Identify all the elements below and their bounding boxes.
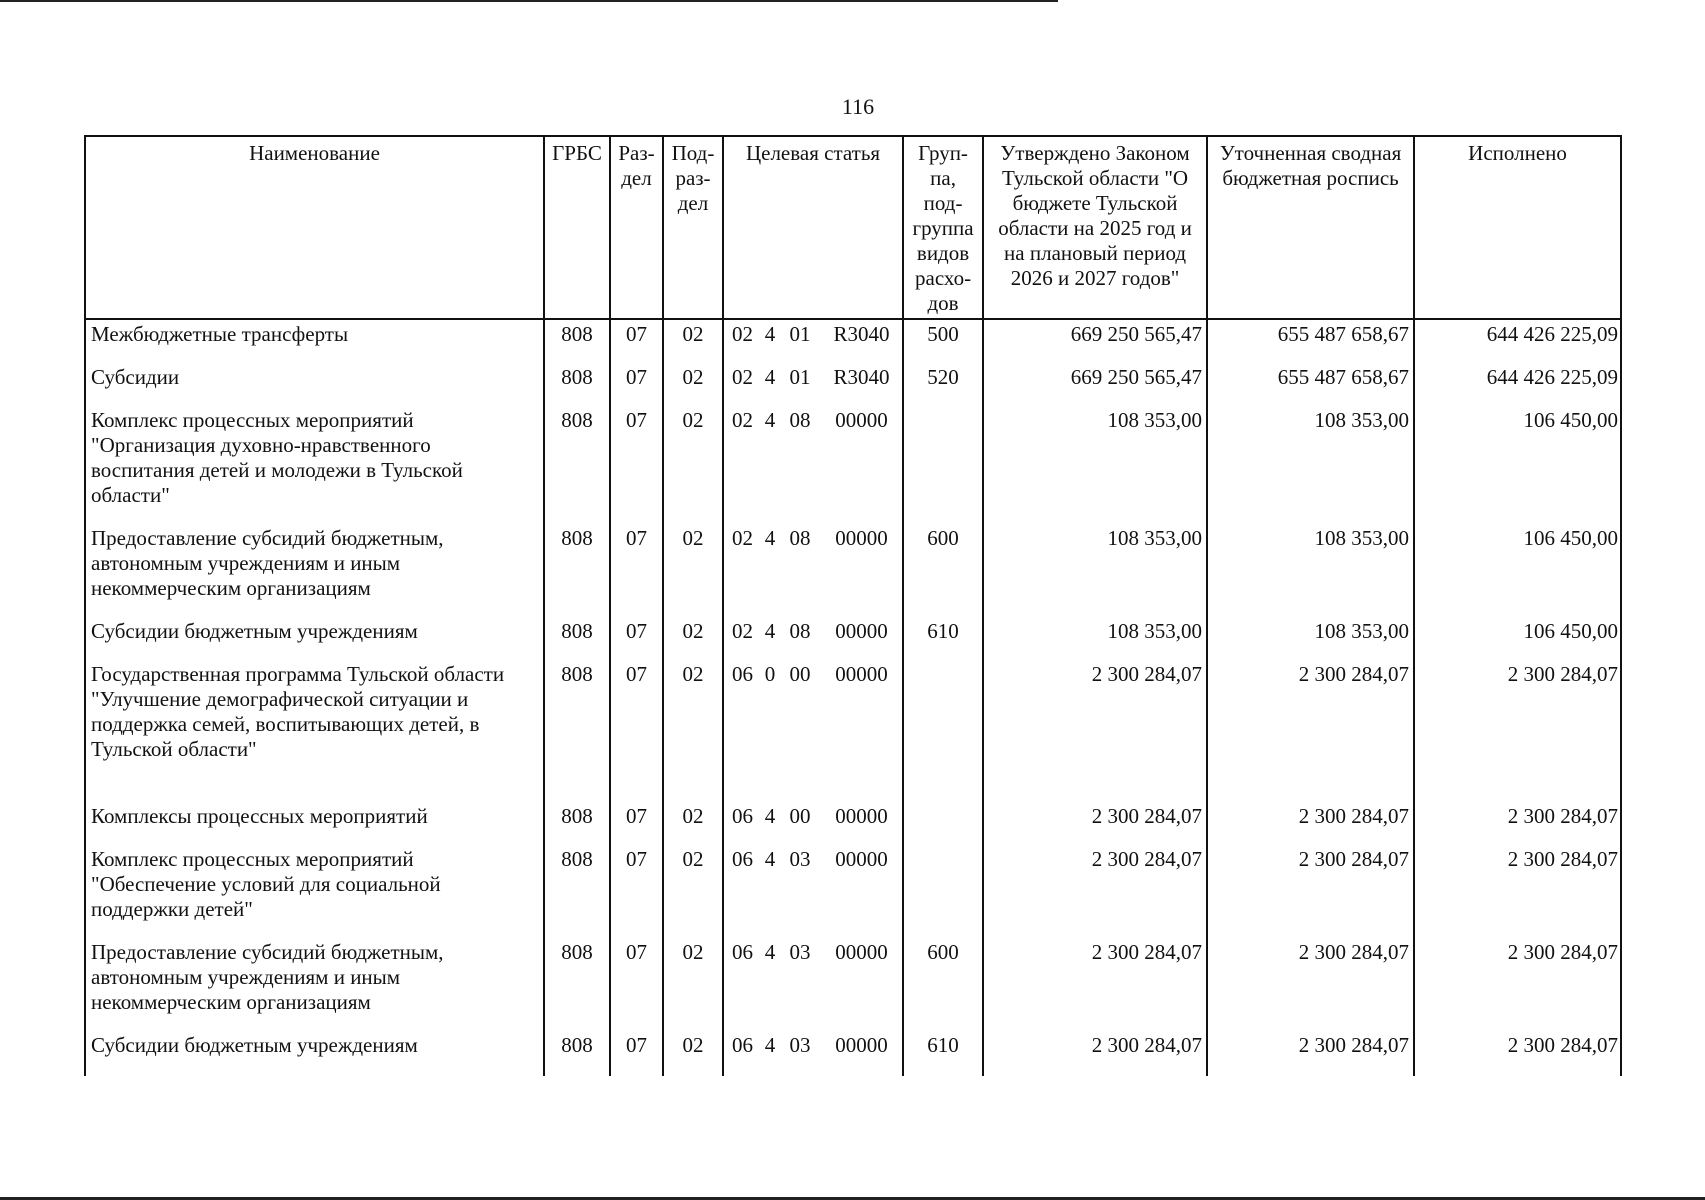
header-name: Наименование: [85, 136, 544, 319]
cell-target-structure: 03: [789, 1033, 811, 1057]
cell-target-structure: 08: [789, 526, 811, 550]
cell-approved: 669 250 565,47: [983, 363, 1207, 406]
cell-target-program: 02: [732, 322, 753, 346]
cell-approved: 108 353,00: [983, 406, 1207, 524]
cell-approved: 2 300 284,07: [983, 802, 1207, 845]
cell-refined: 108 353,00: [1207, 406, 1414, 524]
cell-razdel: 07: [610, 363, 663, 406]
cell-razdel: 07: [610, 406, 663, 524]
cell-name: Предоставление субсидий бюджетным, автономным учреждениям и иным некоммерческим организациям: [85, 524, 544, 617]
table-row: [85, 319, 1621, 363]
cell-refined: 108 353,00: [1207, 617, 1414, 660]
cell-refined: 2 300 284,07: [1207, 938, 1414, 1031]
cell-target-direction: 00000: [821, 617, 903, 660]
cell-grbs: 808: [544, 406, 610, 524]
cell-target-program: 02: [732, 619, 753, 643]
cell-target-type: 4: [764, 804, 776, 828]
cell-podrazdel: 02: [663, 406, 723, 524]
cell-target-type: 4: [764, 365, 776, 389]
cell-expense-group: 610: [903, 1031, 983, 1076]
page-number: 116: [841, 94, 875, 119]
cell-target-structure: 00: [789, 804, 811, 828]
cell-razdel: 07: [610, 617, 663, 660]
cell-executed: 106 450,00: [1414, 617, 1621, 660]
cell-executed: 106 450,00: [1414, 524, 1621, 617]
cell-target-type: 4: [764, 408, 776, 432]
cell-refined: 2 300 284,07: [1207, 845, 1414, 938]
cell-podrazdel: 02: [663, 845, 723, 938]
cell-executed: 2 300 284,07: [1414, 660, 1621, 802]
cell-approved: 669 250 565,47: [983, 319, 1207, 363]
cell-target-program: 06: [732, 804, 753, 828]
budget-table: [84, 135, 1622, 1076]
cell-executed: 2 300 284,07: [1414, 802, 1621, 845]
cell-target-direction: 00000: [821, 845, 903, 938]
cell-target-type: 4: [764, 940, 776, 964]
cell-grbs: 808: [544, 938, 610, 1031]
cell-target-direction: 00000: [821, 406, 903, 524]
cell-podrazdel: 02: [663, 617, 723, 660]
header-razdel: Раз- дел: [610, 136, 663, 319]
cell-podrazdel: 02: [663, 802, 723, 845]
cell-podrazdel: 02: [663, 660, 723, 802]
cell-approved: 108 353,00: [983, 524, 1207, 617]
cell-target-direction: 00000: [821, 660, 903, 802]
cell-expense-group: 500: [903, 319, 983, 363]
cell-refined: 655 487 658,67: [1207, 319, 1414, 363]
cell-refined: 2 300 284,07: [1207, 1031, 1414, 1076]
cell-target-structure: 03: [789, 940, 811, 964]
cell-grbs: 808: [544, 845, 610, 938]
cell-name: Предоставление субсидий бюджетным, автономным учреждениям и иным некоммерческим организациям: [85, 938, 544, 1031]
cell-target-program: 02: [732, 408, 753, 432]
cell-grbs: 808: [544, 1031, 610, 1076]
cell-name: Субсидии: [85, 363, 544, 406]
cell-podrazdel: 02: [663, 319, 723, 363]
table-row: [85, 1031, 1621, 1076]
cell-podrazdel: 02: [663, 363, 723, 406]
table-body: [85, 319, 1621, 1076]
cell-approved: 2 300 284,07: [983, 938, 1207, 1031]
cell-approved: 2 300 284,07: [983, 660, 1207, 802]
cell-target-structure: 08: [789, 408, 811, 432]
header-grbs: ГРБС: [544, 136, 610, 319]
cell-grbs: 808: [544, 802, 610, 845]
table-row: [85, 660, 1621, 802]
cell-target-program: 06: [732, 847, 753, 871]
cell-razdel: 07: [610, 319, 663, 363]
cell-refined: 108 353,00: [1207, 524, 1414, 617]
cell-grbs: 808: [544, 617, 610, 660]
cell-executed: 644 426 225,09: [1414, 319, 1621, 363]
cell-approved: 2 300 284,07: [983, 845, 1207, 938]
cell-podrazdel: 02: [663, 938, 723, 1031]
header-refined: Уточненная сводная бюджетная роспись: [1207, 136, 1414, 319]
cell-target-direction: R3040: [821, 363, 903, 406]
table-row: [85, 406, 1621, 524]
cell-target-direction: 00000: [821, 1031, 903, 1076]
cell-grbs: 808: [544, 319, 610, 363]
cell-expense-group: [903, 660, 983, 802]
cell-executed: 644 426 225,09: [1414, 363, 1621, 406]
cell-target-direction: 00000: [821, 938, 903, 1031]
cell-target-type: 4: [764, 619, 776, 643]
cell-target-structure: 00: [789, 662, 811, 686]
header-target-article: Целевая статья: [723, 136, 903, 319]
cell-razdel: 07: [610, 938, 663, 1031]
cell-expense-group: [903, 406, 983, 524]
table-row: [85, 802, 1621, 845]
cell-podrazdel: 02: [663, 1031, 723, 1076]
cell-target-type: 4: [764, 526, 776, 550]
cell-grbs: 808: [544, 660, 610, 802]
cell-executed: 106 450,00: [1414, 406, 1621, 524]
header-expense-group: Груп- па, под- группа видов расхо- дов: [903, 136, 983, 319]
cell-refined: 655 487 658,67: [1207, 363, 1414, 406]
cell-razdel: 07: [610, 845, 663, 938]
cell-refined: 2 300 284,07: [1207, 660, 1414, 802]
cell-target-direction: 00000: [821, 802, 903, 845]
cell-razdel: 07: [610, 802, 663, 845]
cell-expense-group: 610: [903, 617, 983, 660]
table-row: [85, 845, 1621, 938]
cell-expense-group: 520: [903, 363, 983, 406]
cell-target-program: 02: [732, 526, 753, 550]
cell-target-program: 06: [732, 940, 753, 964]
cell-target-structure: 01: [789, 322, 811, 346]
cell-target-structure: 01: [789, 365, 811, 389]
cell-target-program: 06: [732, 1033, 753, 1057]
cell-grbs: 808: [544, 363, 610, 406]
cell-name: Комплекс процессных мероприятий "Обеспечение условий для социальной поддержки детей": [85, 845, 544, 938]
cell-target-direction: R3040: [821, 319, 903, 363]
cell-target-direction: 00000: [821, 524, 903, 617]
cell-razdel: 07: [610, 1031, 663, 1076]
cell-executed: 2 300 284,07: [1414, 845, 1621, 938]
cell-target-program: 06: [732, 662, 753, 686]
cell-target-type: 0: [764, 662, 776, 686]
cell-expense-group: [903, 802, 983, 845]
table-header: [85, 136, 1621, 319]
cell-executed: 2 300 284,07: [1414, 938, 1621, 1031]
cell-name: Субсидии бюджетным учреждениям: [85, 617, 544, 660]
cell-grbs: 808: [544, 524, 610, 617]
cell-name: Межбюджетные трансферты: [85, 319, 544, 363]
cell-razdel: 07: [610, 660, 663, 802]
cell-target-type: 4: [764, 322, 776, 346]
cell-name: Субсидии бюджетным учреждениям: [85, 1031, 544, 1076]
cell-approved: 2 300 284,07: [983, 1031, 1207, 1076]
cell-name: Комплексы процессных мероприятий: [85, 802, 544, 845]
top-rule: [0, 0, 1058, 2]
cell-razdel: 07: [610, 524, 663, 617]
cell-expense-group: 600: [903, 524, 983, 617]
cell-expense-group: [903, 845, 983, 938]
table-row: [85, 524, 1621, 617]
table-row: [85, 363, 1621, 406]
cell-refined: 2 300 284,07: [1207, 802, 1414, 845]
cell-target-structure: 03: [789, 847, 811, 871]
table-row: [85, 938, 1621, 1031]
cell-expense-group: 600: [903, 938, 983, 1031]
cell-name: Комплекс процессных мероприятий "Организация духовно-нравственного воспитания детей и молодежи в Тульской области": [85, 406, 544, 524]
cell-target-structure: 08: [789, 619, 811, 643]
header-executed: Исполнено: [1414, 136, 1621, 319]
header-podrazdel: Под- раз- дел: [663, 136, 723, 319]
cell-executed: 2 300 284,07: [1414, 1031, 1621, 1076]
cell-podrazdel: 02: [663, 524, 723, 617]
cell-target-type: 4: [764, 1033, 776, 1057]
cell-target-program: 02: [732, 365, 753, 389]
cell-name: Государственная программа Тульской области "Улучшение демографической ситуации и поддержка семей, воспитывающих детей, в Тульской области": [85, 660, 544, 802]
header-approved: Утверждено Законом Тульской области "О бюджете Тульской области на 2025 год и на плановый период 2026 и 2027 годов": [983, 136, 1207, 319]
table-row: [85, 617, 1621, 660]
cell-target-type: 4: [764, 847, 776, 871]
cell-approved: 108 353,00: [983, 617, 1207, 660]
